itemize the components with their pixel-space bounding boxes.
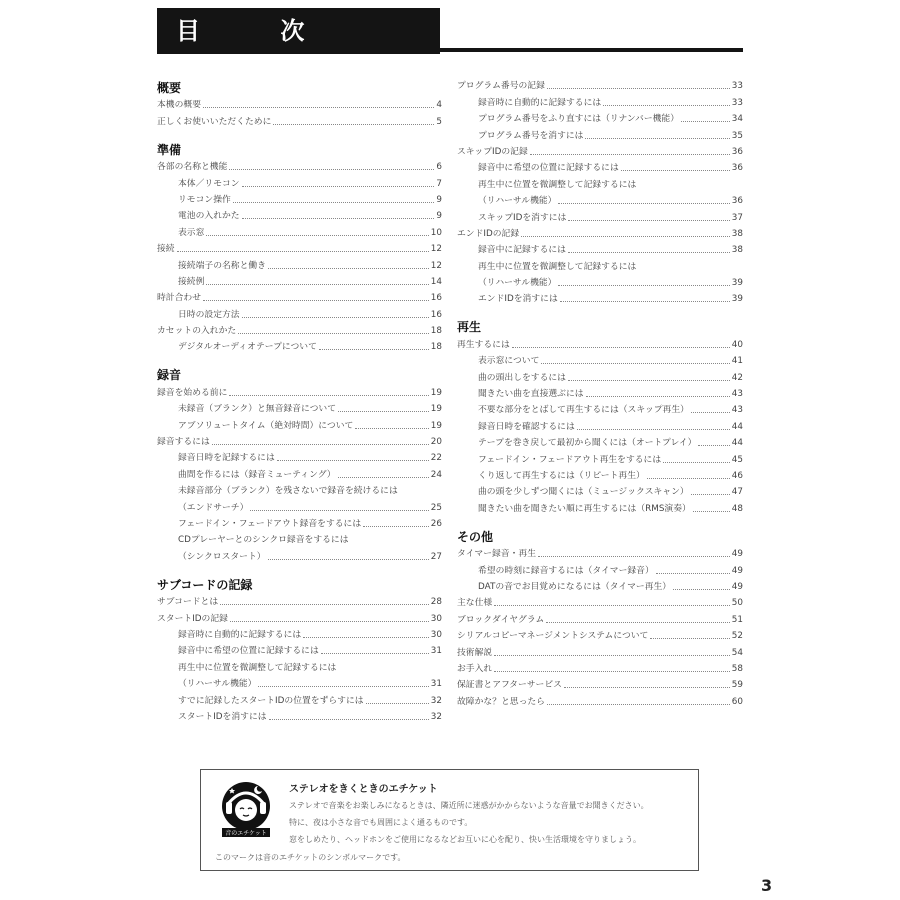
toc-entry-text: （エンドサーチ） [178, 502, 249, 513]
toc-entry [457, 500, 743, 516]
toc-entry-page: 30 [430, 629, 442, 640]
toc-leader-dots [585, 138, 729, 139]
toc-entry-page: 37 [731, 212, 743, 223]
toc-entry [157, 627, 442, 643]
etiquette-box [200, 769, 699, 871]
toc-entry-page: 43 [731, 405, 743, 416]
toc-entry-text: 保証書とアフターサービス [457, 680, 562, 691]
toc-section [457, 529, 743, 710]
toc-entry-text: 技術解説 [457, 647, 493, 658]
toc-entry-page: 35 [731, 130, 743, 141]
toc-leader-dots [242, 317, 429, 318]
toc-entry [457, 644, 743, 660]
toc-entry [157, 192, 442, 208]
toc-entry [457, 402, 743, 418]
toc-leader-dots [229, 169, 434, 170]
toc-entry-page: 5 [436, 116, 442, 127]
toc-entry-page: 36 [731, 163, 743, 174]
toc-leader-dots [650, 638, 729, 639]
toc-entry-page: 39 [731, 294, 743, 305]
toc-section-title: 再生 [457, 320, 482, 335]
toc-leader-dots [647, 478, 730, 479]
toc-entry-text: 未録音（ブランク）と無音録音について [178, 404, 336, 415]
toc-entry [457, 386, 743, 402]
toc-entry-page: 48 [731, 503, 743, 514]
toc-entry-page: 14 [430, 276, 442, 287]
toc-entry [457, 661, 743, 677]
toc-entry-text: 録音を始める前に [157, 387, 228, 398]
toc-entry [157, 466, 442, 482]
toc-entry-page: 54 [731, 647, 743, 658]
toc-entry-text: フェードイン・フェードアウト再生をするには [478, 454, 662, 465]
toc-entry [157, 401, 442, 417]
toc-entry [157, 384, 442, 400]
toc-leader-dots [338, 477, 429, 478]
toc-entry-page: 38 [731, 228, 743, 239]
toc-entry [157, 417, 442, 433]
toc-entry-page: 25 [430, 502, 442, 513]
toc-entry [457, 226, 743, 242]
toc-entry [457, 353, 743, 369]
toc-entry-page: 10 [430, 227, 442, 238]
toc-section-title: 準備 [157, 142, 182, 157]
toc-entry-text: （シンクロスタート） [178, 551, 266, 562]
toc-entry [457, 418, 743, 434]
toc-entry-page: 18 [430, 326, 442, 337]
toc-leader-dots [303, 637, 429, 638]
toc-entry-page: 33 [731, 97, 743, 108]
toc-entry-text: 録音するには [157, 437, 210, 448]
toc-entry-text: 日時の設定方法 [178, 309, 240, 320]
toc-entry-text: 再生中に位置を微調整して記録するには [178, 662, 337, 673]
toc-entry [457, 160, 743, 176]
etiquette-title: ステレオをきくときのエチケット [289, 784, 438, 795]
toc-leader-dots [656, 573, 730, 574]
toc-section [457, 78, 743, 307]
toc-entry-text: 聞きたい曲を直接選ぶには [478, 389, 584, 400]
toc-entry-page: 32 [430, 711, 442, 722]
toc-leader-dots [558, 285, 729, 286]
toc-entry-text: 再生するには [457, 339, 510, 350]
toc-entry-text: 曲の頭出しをするには [478, 372, 566, 383]
toc-leader-dots [258, 686, 428, 687]
toc-leader-dots [521, 236, 730, 237]
toc-entry [457, 562, 743, 578]
toc-entry [157, 532, 442, 548]
toc-entry-text: 再生中に位置を微調整して記録するには [478, 179, 637, 190]
toc-entry-page: 12 [430, 244, 442, 255]
toc-entry-page: 31 [430, 646, 442, 657]
toc-entry [157, 659, 442, 675]
toc-entry-page: 18 [430, 342, 442, 353]
toc-entry-page: 24 [430, 469, 442, 480]
toc-entry-text: プログラム番号の記録 [457, 81, 545, 92]
toc-entry-page: 42 [731, 372, 743, 383]
toc-leader-dots [547, 704, 730, 705]
toc-leader-dots [206, 235, 428, 236]
toc-leader-dots [203, 300, 429, 301]
toc-entry [157, 241, 442, 257]
toc-leader-dots [273, 124, 434, 125]
toc-leader-dots [546, 622, 729, 623]
toc-entry-text: タイマー録音・再生 [457, 549, 536, 560]
toc-entry-text: 主な仕様 [457, 598, 493, 609]
toc-leader-dots [321, 653, 429, 654]
title-rule [440, 48, 743, 52]
toc-entry [457, 579, 743, 595]
toc-leader-dots [564, 687, 730, 688]
toc-entry-page: 31 [430, 679, 442, 690]
sound-etiquette-logo-icon [218, 780, 274, 838]
toc-leader-dots [693, 511, 730, 512]
page-title: 目 次 [176, 17, 341, 45]
toc-leader-dots [691, 494, 730, 495]
toc-entry [157, 499, 442, 515]
toc-entry-page: 32 [430, 695, 442, 706]
toc-entry [157, 339, 442, 355]
toc-entry-page: 22 [430, 453, 442, 464]
toc-leader-dots [268, 268, 429, 269]
toc-section [157, 80, 442, 130]
toc-entry-text: プログラム番号を消すには [478, 130, 584, 141]
toc-leader-dots [586, 396, 730, 397]
toc-entry [157, 594, 442, 610]
toc-entry-text: 録音時に自動的に記録するには [178, 629, 302, 640]
toc-entry-page: 30 [430, 613, 442, 624]
toc-entry-page: 46 [731, 470, 743, 481]
toc-entry-page: 7 [436, 178, 442, 189]
toc-leader-dots [698, 445, 729, 446]
toc-entry [157, 113, 442, 129]
toc-entry [457, 242, 743, 258]
toc-entry-text: カセットの入れかた [157, 326, 237, 337]
etiquette-line: ステレオで音楽をお楽しみになるときは、隣近所に迷惑がかからないような音量でお聞きください。 [289, 801, 649, 810]
toc-entry [157, 97, 442, 113]
toc-section [157, 367, 442, 564]
toc-entry-page: 44 [731, 421, 743, 432]
toc-leader-dots [229, 395, 428, 396]
toc-entry-text: フェードイン・フェードアウト録音をするには [178, 518, 362, 529]
toc-entry-text: （リハーサル機能） [178, 679, 257, 690]
etiquette-line: このマークは音のエチケットのシンボルマークです。 [215, 853, 406, 862]
toc-entry [157, 643, 442, 659]
toc-entry-text: スキップIDを消すには [478, 212, 567, 223]
toc-entry [157, 709, 442, 725]
toc-entry [457, 595, 743, 611]
toc-leader-dots [230, 621, 429, 622]
toc-entry-page: 47 [731, 487, 743, 498]
toc-entry-text: デジタルオーディオテープについて [178, 342, 317, 353]
toc-entry-text: 聞きたい曲を聞きたい順に再生するには（RMS演奏） [478, 503, 691, 514]
toc-leader-dots [568, 380, 730, 381]
toc-entry-text: 接続端子の名称と働き [178, 260, 266, 271]
toc-entry [157, 224, 442, 240]
toc-leader-dots [366, 703, 429, 704]
toc-leader-dots [338, 411, 429, 412]
toc-entry-text: 録音日時を確認するには [478, 421, 575, 432]
toc-entry-page: 43 [731, 389, 743, 400]
toc-entry-page: 36 [731, 196, 743, 207]
toc-entry-page: 26 [430, 518, 442, 529]
toc-entry-page: 58 [731, 663, 743, 674]
toc-entry [157, 208, 442, 224]
toc-leader-dots [220, 604, 429, 605]
toc-entry-text: 本機の概要 [157, 100, 201, 111]
toc-entry [157, 483, 442, 499]
toc-entry [457, 291, 743, 307]
toc-entry-page: 28 [430, 597, 442, 608]
toc-section-title: 概要 [157, 81, 182, 95]
toc-section-title: 録音 [157, 368, 182, 383]
toc-entry [457, 111, 743, 127]
toc-leader-dots [663, 462, 730, 463]
toc-entry-text: CDプレーヤーとのシンクロ録音をするには [178, 535, 349, 546]
toc-leader-dots [268, 559, 429, 560]
toc-entry-text: すでに記録したスタートIDの位置をずらすには [178, 695, 364, 706]
toc-section [157, 142, 442, 356]
toc-entry [157, 159, 442, 175]
toc-leader-dots [530, 154, 730, 155]
toc-entry-page: 49 [731, 565, 743, 576]
toc-leader-dots [494, 605, 730, 606]
toc-entry-text: エンドIDの記録 [457, 228, 520, 239]
toc-entry-text: 電池の入れかた [178, 211, 240, 222]
toc-leader-dots [269, 719, 429, 720]
toc-entry [157, 434, 442, 450]
toc-entry-page: 50 [731, 598, 743, 609]
toc-leader-dots [673, 589, 730, 590]
toc-entry-text: （リハーサル機能） [478, 196, 557, 207]
toc-leader-dots [568, 220, 729, 221]
toc-entry-page: 9 [436, 194, 442, 205]
toc-leader-dots [238, 333, 429, 334]
toc-leader-dots [177, 251, 429, 252]
toc-entry-text: 本体／リモコン [178, 178, 240, 189]
toc-leader-dots [242, 218, 435, 219]
toc-entry-text: くり返して再生するには（リピート再生） [478, 470, 645, 481]
toc-entry [157, 548, 442, 564]
toc-left-column [157, 78, 442, 725]
toc-leader-dots [568, 252, 730, 253]
toc-entry-text: 曲の頭を少しずつ聞くには（ミュージックスキャン） [478, 487, 689, 498]
toc-entry [457, 144, 743, 160]
toc-entry-page: 12 [430, 260, 442, 271]
toc-leader-dots [212, 444, 429, 445]
etiquette-line: 特に、夜は小さな音でも周囲によく通るものです。 [289, 818, 473, 827]
toc-entry-page: 9 [436, 211, 442, 222]
toc-entry [457, 677, 743, 693]
toc-entry-page: 16 [430, 309, 442, 320]
toc-entry-text: 接続 [157, 244, 175, 255]
toc-entry-page: 51 [731, 614, 743, 625]
toc-entry-page: 20 [430, 437, 442, 448]
toc-entry-page: 40 [731, 339, 743, 350]
logo-label: 音のエチケット [225, 830, 267, 837]
toc-entry-page: 19 [430, 404, 442, 415]
toc-leader-dots [512, 347, 730, 348]
toc-leader-dots [206, 284, 428, 285]
toc-entry-page: 19 [430, 420, 442, 431]
toc-entry [157, 290, 442, 306]
toc-leader-dots [621, 170, 730, 171]
toc-leader-dots [319, 349, 429, 350]
toc-entry-text: リモコン操作 [178, 194, 231, 205]
toc-entry [457, 369, 743, 385]
toc-entry-text: 各部の名称と機能 [157, 162, 228, 173]
toc-entry [457, 176, 743, 192]
toc-entry-text: 接続例 [178, 276, 205, 287]
toc-entry [157, 610, 442, 626]
toc-leader-dots [242, 186, 435, 187]
toc-entry-text: 録音中に希望の位置に記録するには [178, 646, 319, 657]
toc-entry [157, 450, 442, 466]
toc-section-title: サブコードの記録 [157, 577, 253, 592]
toc-entry [457, 546, 743, 562]
toc-entry [457, 209, 743, 225]
toc-entry [457, 451, 743, 467]
toc-entry [157, 676, 442, 692]
toc-entry-text: 表示窓 [178, 227, 205, 238]
toc-leader-dots [681, 121, 730, 122]
toc-entry-page: 49 [731, 581, 743, 592]
toc-section [157, 577, 442, 725]
toc-entry-page: 41 [731, 356, 743, 367]
toc-entry-text: 希望の時刻に録音するには（タイマー録音） [478, 565, 654, 576]
toc-entry-text: サブコードとは [157, 597, 219, 608]
toc-entry [157, 175, 442, 191]
toc-entry [457, 693, 743, 709]
toc-entry-text: スタートIDの記録 [157, 613, 228, 624]
toc-entry-text: お手入れ [457, 663, 493, 674]
toc-entry [157, 516, 442, 532]
toc-entry-page: 49 [731, 549, 743, 560]
toc-entry-text: 録音日時を記録するには [178, 453, 275, 464]
toc-entry-text: アブソリュートタイム（絶対時間）について [178, 420, 354, 431]
toc-entry [157, 274, 442, 290]
toc-section-title: その他 [457, 529, 494, 544]
toc-leader-dots [250, 510, 428, 511]
toc-entry [457, 127, 743, 143]
toc-entry-page: 27 [430, 551, 442, 562]
toc-entry [457, 628, 743, 644]
toc-leader-dots [577, 429, 730, 430]
toc-entry-page: 45 [731, 454, 743, 465]
toc-entry [457, 484, 743, 500]
toc-entry-text: スタートIDを消すには [178, 711, 267, 722]
toc-entry-text: 時計合わせ [157, 293, 201, 304]
toc-entry [457, 336, 743, 352]
toc-entry-page: 52 [731, 631, 743, 642]
toc-entry-text: エンドIDを消すには [478, 294, 558, 305]
toc-leader-dots [355, 428, 428, 429]
toc-entry [457, 468, 743, 484]
toc-entry-text: 録音中に記録するには [478, 245, 566, 256]
toc-entry-text: DATの音でお目覚めになるには（タイマー再生） [478, 581, 672, 592]
toc-entry-page: 60 [731, 696, 743, 707]
toc-entry-text: 未録音部分（ブランク）を残さないで録音を続けるには [178, 486, 398, 497]
toc-entry [457, 435, 743, 451]
toc-leader-dots [363, 526, 429, 527]
toc-entry-page: 38 [731, 245, 743, 256]
toc-entry [457, 611, 743, 627]
toc-entry-text: テープを巻き戻して最初から聞くには（オートプレイ） [478, 438, 697, 449]
toc-entry-text: 正しくお使いいただくために [157, 116, 272, 127]
toc-entry-page: 19 [430, 387, 442, 398]
toc-leader-dots [691, 412, 730, 413]
toc-entry-text: 再生中に位置を微調整して記録するには [478, 261, 637, 272]
toc-leader-dots [203, 107, 434, 108]
etiquette-line: 窓をしめたり、ヘッドホンをご使用になるなどお互いに心を配り、快い生活環境を守りましょう。 [289, 835, 641, 844]
toc-leader-dots [560, 301, 730, 302]
toc-entry-text: 録音中に希望の位置に記録するには [478, 163, 619, 174]
toc-right-column [457, 78, 743, 710]
toc-entry-page: 33 [731, 81, 743, 92]
toc-entry [457, 94, 743, 110]
toc-entry-page: 59 [731, 680, 743, 691]
toc-entry-text: 曲間を作るには（録音ミューティング） [178, 469, 336, 480]
toc-entry-text: 故障かな？と思ったら [457, 696, 545, 707]
toc-entry [157, 306, 442, 322]
page-number: 3 [761, 876, 773, 895]
toc-entry [157, 323, 442, 339]
toc-entry-page: 16 [430, 293, 442, 304]
toc-leader-dots [494, 671, 730, 672]
toc-entry-text: ブロックダイヤグラム [457, 614, 545, 625]
toc-entry-page: 36 [731, 146, 743, 157]
toc-leader-dots [547, 88, 730, 89]
toc-entry-text: 表示窓について [478, 356, 540, 367]
toc-entry [457, 78, 743, 94]
toc-entry-page: 44 [731, 438, 743, 449]
toc-entry [457, 258, 743, 274]
toc-entry-page: 6 [436, 162, 442, 173]
toc-entry-text: 録音時に自動的に記録するには [478, 97, 602, 108]
toc-leader-dots [233, 202, 435, 203]
toc-leader-dots [558, 203, 729, 204]
toc-section [457, 319, 743, 516]
toc-entry-page: 4 [436, 100, 442, 111]
toc-entry-text: スキップIDの記録 [457, 146, 528, 157]
toc-leader-dots [538, 556, 730, 557]
toc-entry [457, 193, 743, 209]
toc-entry [157, 692, 442, 708]
toc-leader-dots [277, 460, 429, 461]
toc-entry-text: シリアルコピーマネージメントシステムについて [457, 631, 649, 642]
toc-entry-page: 39 [731, 278, 743, 289]
toc-entry [457, 275, 743, 291]
toc-entry [157, 257, 442, 273]
toc-entry-text: （リハーサル機能） [478, 278, 557, 289]
toc-leader-dots [541, 363, 729, 364]
toc-entry-page: 34 [731, 114, 743, 125]
toc-leader-dots [494, 655, 730, 656]
toc-leader-dots [603, 105, 730, 106]
toc-entry-text: プログラム番号をふり直すには（リナンバー機能） [478, 114, 680, 125]
toc-entry-text: 不要な部分をとばして再生するには（スキップ再生） [478, 405, 689, 416]
